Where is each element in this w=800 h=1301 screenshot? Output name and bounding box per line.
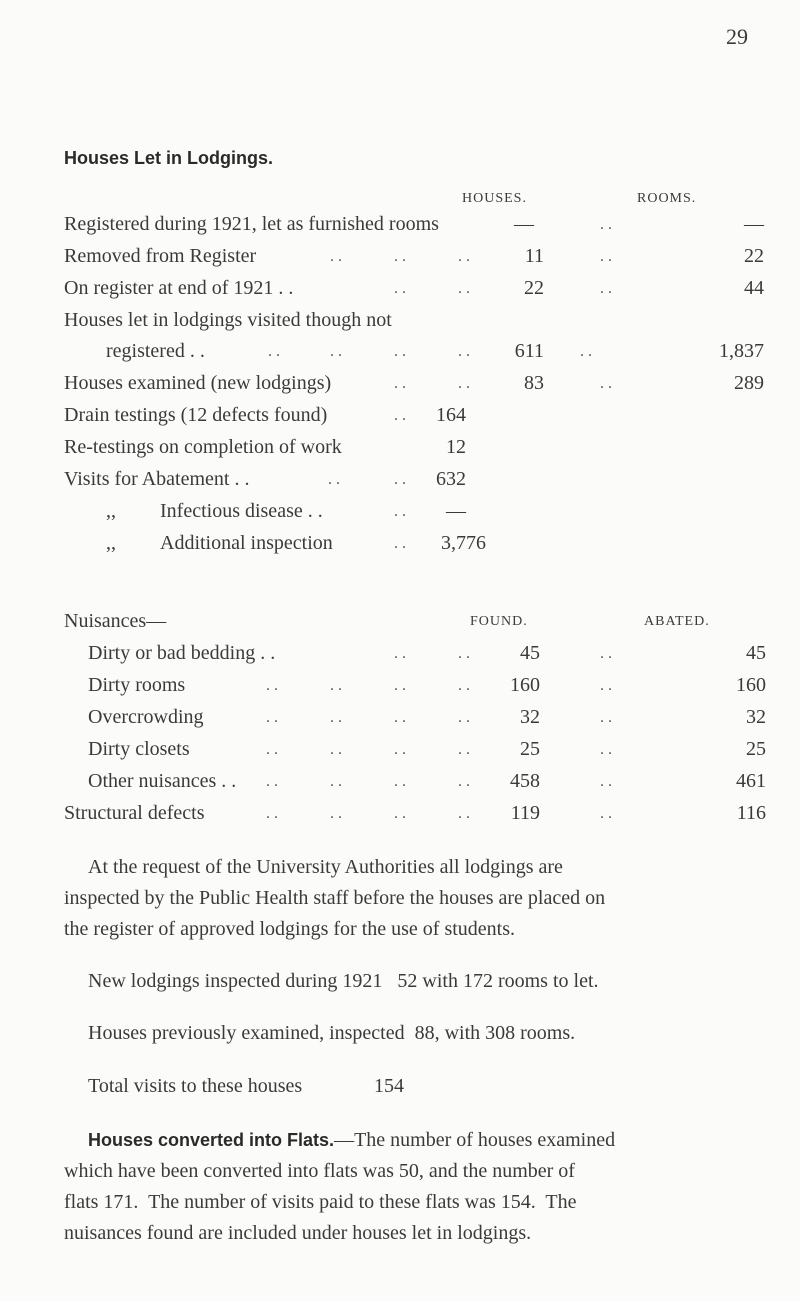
row-label: Removed from Register <box>64 245 257 267</box>
nuisance-found-value: 45 <box>520 642 540 664</box>
visit-value: 632 <box>436 468 466 490</box>
row-label: On register at end of 1921 . . <box>64 277 294 299</box>
section-heading-lodgings: Houses Let in Lodgings. <box>64 148 274 168</box>
leader-dots: . . <box>330 805 342 822</box>
row-rooms-value: 22 <box>744 245 764 267</box>
leader-dots: . . <box>600 709 612 726</box>
nuisance-abated-value: 461 <box>736 770 766 792</box>
leader-dots: . . <box>600 216 612 233</box>
leader-dots: . . <box>600 773 612 790</box>
leader-dots: . . <box>458 375 470 392</box>
leader-dots: . . <box>266 741 278 758</box>
visit-value: 3,776 <box>441 532 486 554</box>
flats-heading: Houses converted into Flats. <box>88 1130 335 1150</box>
visit-label: Re-testings on completion of work <box>64 436 342 458</box>
row-houses-value: — <box>514 213 534 235</box>
nuisance-abated-value: 32 <box>746 706 766 728</box>
leader-dots: . . <box>600 280 612 297</box>
leader-dots: . . <box>394 280 406 297</box>
nuisance-label: Dirty closets <box>88 738 190 760</box>
leader-dots: . . <box>394 407 406 424</box>
nuisance-found-value: 458 <box>510 770 540 792</box>
leader-dots: . . <box>394 248 406 265</box>
flats-paragraph-first-line <box>88 1125 615 1156</box>
visit-value: 12 <box>446 436 466 458</box>
column-header-found: FOUND. <box>470 614 528 629</box>
leader-dots: . . <box>268 343 280 360</box>
nuisance-label: Overcrowding <box>88 706 204 728</box>
nuisance-found-value: 32 <box>520 706 540 728</box>
leader-dots: . . <box>600 375 612 392</box>
paragraph-line: At the request of the University Authorities all lodgings are <box>88 856 563 878</box>
leader-dots: . . <box>266 773 278 790</box>
nuisances-title: Nuisances— <box>64 610 167 632</box>
leader-dots: . . <box>458 805 470 822</box>
row-houses-value: 22 <box>524 277 544 299</box>
leader-dots: . . <box>458 343 470 360</box>
page-number: 29 <box>726 24 748 49</box>
visit-label: Drain testings (12 defects found) <box>64 404 328 426</box>
paragraph-line: inspected by the Public Health staff before the houses are placed on <box>64 887 606 909</box>
row-houses-value: 83 <box>524 372 544 394</box>
nuisance-abated-value: 25 <box>746 738 766 760</box>
leader-dots: . . <box>330 741 342 758</box>
leader-dots: . . <box>328 471 340 488</box>
visit-value: 164 <box>436 404 466 426</box>
leader-dots: . . <box>458 248 470 265</box>
leader-dots: . . <box>458 280 470 297</box>
leader-dots: . . <box>330 677 342 694</box>
leader-dots: . . <box>458 645 470 662</box>
leader-dots: . . <box>600 805 612 822</box>
leader-dots: . . <box>394 343 406 360</box>
column-header-rooms: ROOMS. <box>637 191 697 206</box>
paragraph-line: which have been converted into flats was 50, and the number of <box>64 1160 575 1182</box>
nuisance-label: Other nuisances . . <box>88 770 237 792</box>
row-rooms-value: 44 <box>744 277 764 299</box>
visit-label: Infectious disease . . <box>160 500 323 522</box>
visit-label: Additional inspection <box>160 532 333 554</box>
ditto-mark: ,, <box>106 532 116 554</box>
leader-dots: . . <box>458 677 470 694</box>
nuisance-label: Structural defects <box>64 802 205 824</box>
leader-dots: . . <box>266 709 278 726</box>
nuisance-found-value: 25 <box>520 738 540 760</box>
leader-dots: . . <box>394 471 406 488</box>
ditto-mark: ,, <box>106 500 116 522</box>
row-label: Houses examined (new lodgings) <box>64 372 332 394</box>
leader-dots: . . <box>394 773 406 790</box>
leader-dots: . . <box>330 709 342 726</box>
column-header-abated: ABATED. <box>644 614 710 629</box>
paragraph-line: —The number of houses examined <box>334 1129 616 1151</box>
row-label: Registered during 1921, let as furnished rooms <box>64 213 439 235</box>
leader-dots: . . <box>600 677 612 694</box>
leader-dots: . . <box>600 645 612 662</box>
row-label: Houses let in lodgings visited though not <box>64 309 392 331</box>
leader-dots: . . <box>600 741 612 758</box>
leader-dots: . . <box>394 645 406 662</box>
leader-dots: . . <box>458 741 470 758</box>
paragraph-total-visits-value: 154 <box>374 1075 404 1097</box>
visit-label: Visits for Abatement . . <box>64 468 250 490</box>
nuisance-found-value: 119 <box>510 802 540 824</box>
leader-dots: . . <box>458 773 470 790</box>
leader-dots: . . <box>394 503 406 520</box>
row-houses-value: 611 <box>514 340 544 362</box>
column-header-houses: HOUSES. <box>462 191 527 206</box>
leader-dots: . . <box>394 709 406 726</box>
row-label-continued: registered . . <box>106 340 205 362</box>
leader-dots: . . <box>394 535 406 552</box>
leader-dots: . . <box>458 709 470 726</box>
leader-dots: . . <box>330 248 342 265</box>
leader-dots: . . <box>600 248 612 265</box>
nuisance-label: Dirty or bad bedding . . <box>88 642 276 664</box>
row-rooms-value: — <box>744 213 764 235</box>
paragraph-new-lodgings: New lodgings inspected during 1921 52 with 172 rooms to let. <box>88 970 599 992</box>
paragraph-previous-houses: Houses previously examined, inspected 88, with 308 rooms. <box>88 1022 576 1044</box>
row-houses-value: 11 <box>524 245 544 267</box>
nuisance-found-value: 160 <box>510 674 540 696</box>
leader-dots: . . <box>394 741 406 758</box>
leader-dots: . . <box>330 343 342 360</box>
paragraph-line: flats 171. The number of visits paid to these flats was 154. The <box>64 1191 577 1213</box>
visit-value: — <box>446 500 466 522</box>
leader-dots: . . <box>266 677 278 694</box>
paragraph-line: the register of approved lodgings for the use of students. <box>64 918 516 940</box>
leader-dots: . . <box>266 805 278 822</box>
nuisance-abated-value: 160 <box>736 674 766 696</box>
nuisance-abated-value: 116 <box>736 802 766 824</box>
nuisance-label: Dirty rooms <box>88 674 186 696</box>
leader-dots: . . <box>580 343 592 360</box>
nuisance-abated-value: 45 <box>746 642 766 664</box>
leader-dots: . . <box>330 773 342 790</box>
paragraph-total-visits-label: Total visits to these houses <box>88 1075 303 1097</box>
leader-dots: . . <box>394 677 406 694</box>
leader-dots: . . <box>394 375 406 392</box>
row-rooms-value: 289 <box>734 372 764 394</box>
row-rooms-value: 1,837 <box>719 340 764 362</box>
paragraph-line: nuisances found are included under houses let in lodgings. <box>64 1222 532 1244</box>
leader-dots: . . <box>394 805 406 822</box>
